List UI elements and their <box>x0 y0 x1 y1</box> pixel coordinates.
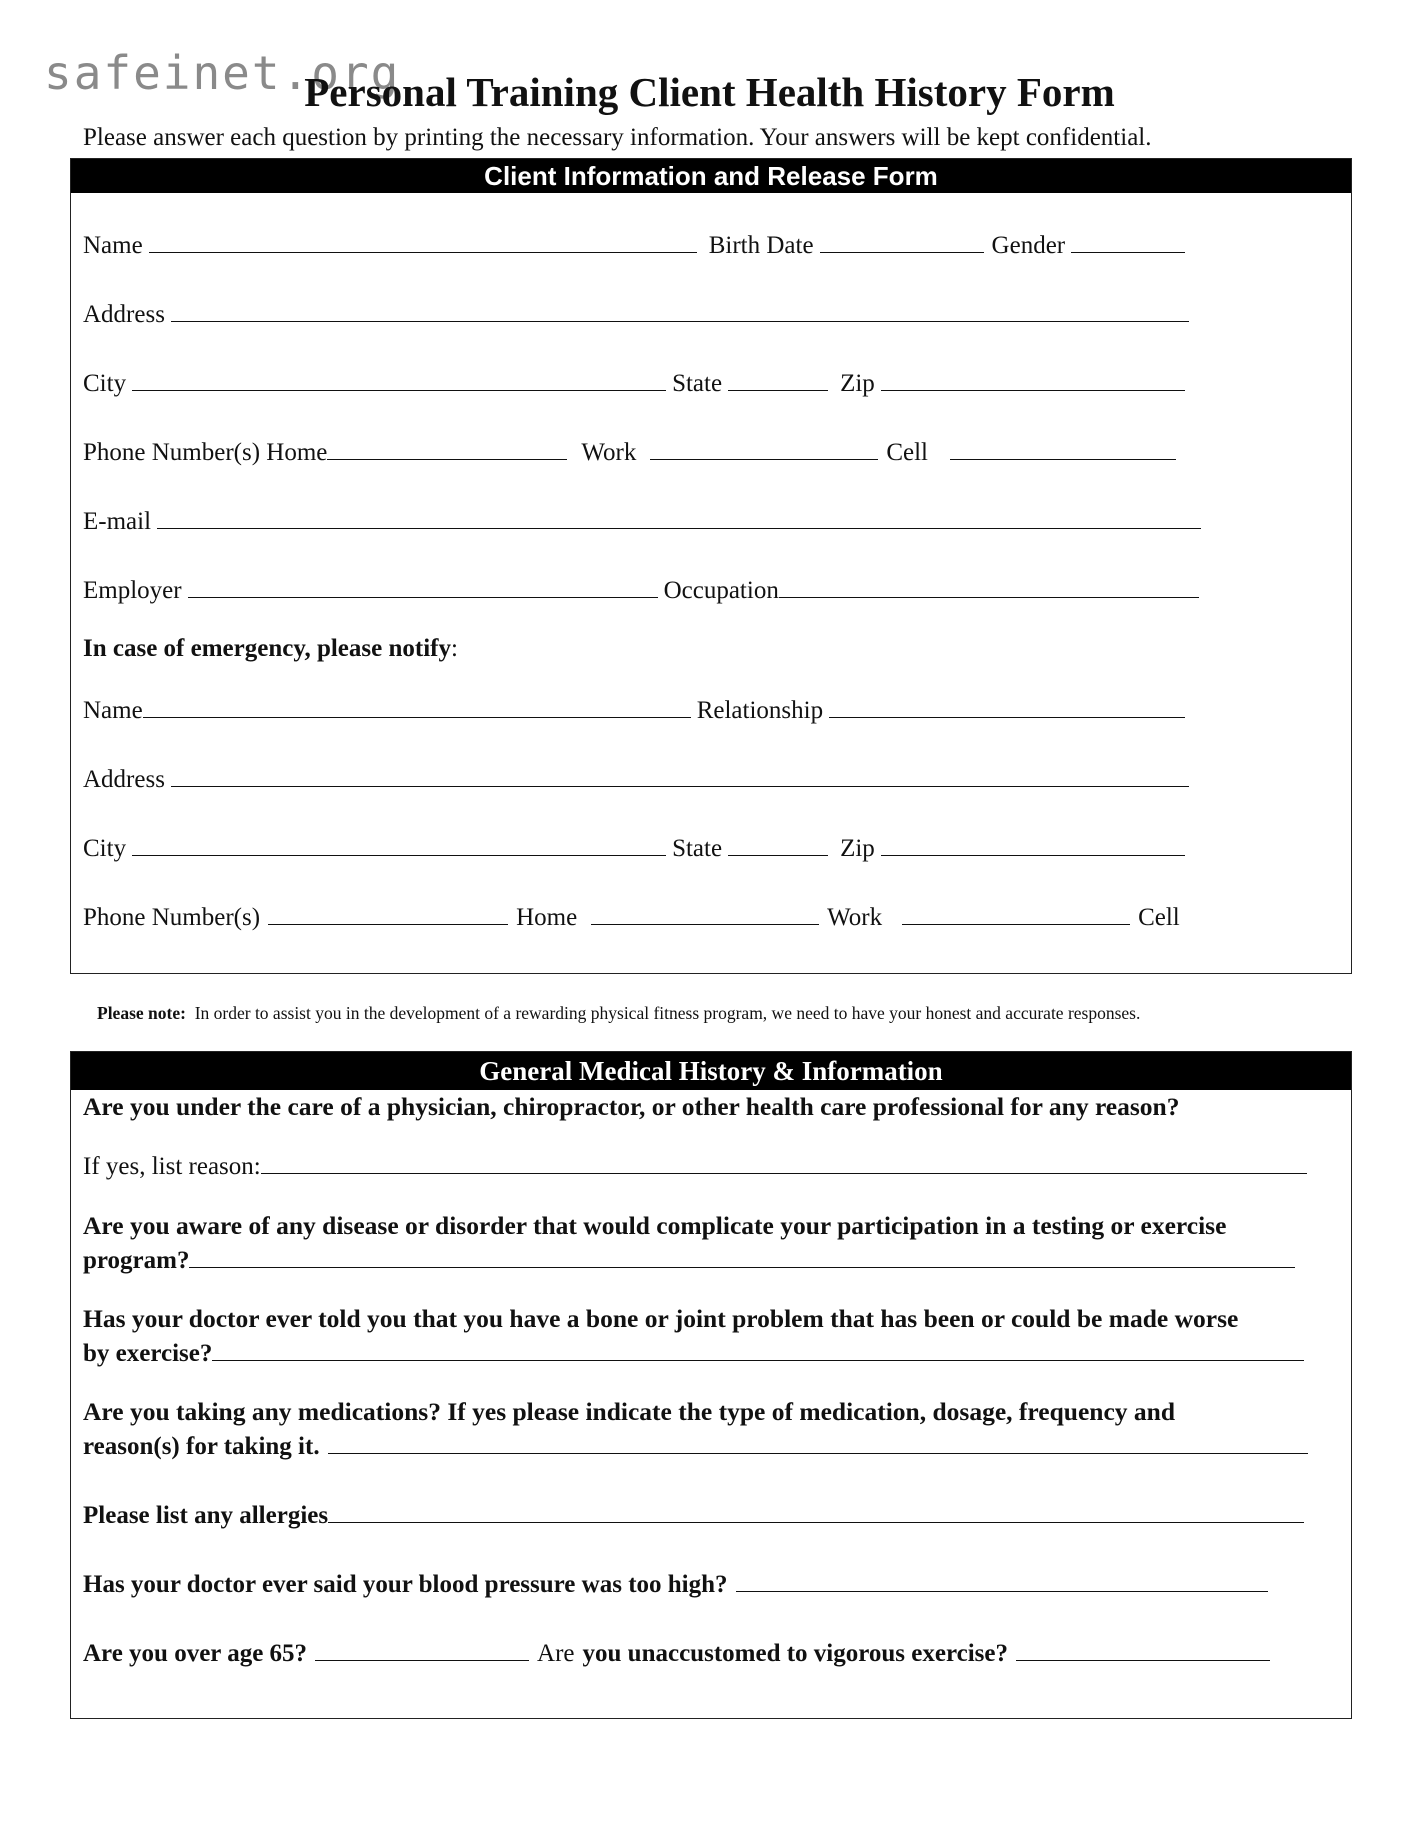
emergency-work-label: Work <box>827 904 883 931</box>
phone-work-label: Work <box>581 439 637 466</box>
bone-joint-label: by exercise? <box>83 1340 213 1367</box>
blood-pressure-row <box>83 1569 1268 1599</box>
phone-work-field[interactable] <box>650 437 878 460</box>
emergency-state-label: State <box>672 835 723 862</box>
relationship-label: Relationship <box>696 697 824 724</box>
name-field[interactable] <box>149 230 697 253</box>
phone-cell-field[interactable] <box>950 437 1176 460</box>
phone-home-label: Phone Number(s) Home <box>83 439 328 466</box>
address-field[interactable] <box>171 299 1189 322</box>
phone-row <box>83 437 1176 467</box>
watermark: safeinet.org <box>44 46 401 100</box>
city-row <box>83 368 1185 398</box>
reason-field[interactable] <box>261 1151 1307 1174</box>
emergency-address-field[interactable] <box>171 764 1189 787</box>
state-field[interactable] <box>728 368 828 391</box>
zip-field[interactable] <box>881 368 1185 391</box>
exercise-prefix: Are <box>537 1640 575 1667</box>
address-row <box>83 299 1189 329</box>
question-physician-care: Are you under the care of a physician, chiropractor, or other health care professional for any reason? <box>83 1092 1180 1121</box>
emergency-city-label: City <box>83 835 127 862</box>
emergency-city-field[interactable] <box>132 833 666 856</box>
reason-label: If yes, list reason: <box>83 1153 261 1180</box>
question-bone-joint: Has your doctor ever told you that you have a bone or joint problem that has been or could be made worse <box>83 1304 1239 1333</box>
emergency-phone-row <box>83 902 1180 932</box>
emergency-phone-field-1[interactable] <box>268 902 508 925</box>
emergency-cell-label: Cell <box>1138 904 1180 931</box>
birth-date-field[interactable] <box>820 230 984 253</box>
emergency-name-row <box>83 695 1185 725</box>
email-label: E-mail <box>83 508 152 535</box>
emergency-home-label: Home <box>516 904 578 931</box>
emergency-name-label: Name <box>83 697 143 724</box>
vigorous-exercise-label: you unaccustomed to vigorous exercise? <box>582 1640 1008 1667</box>
bone-joint-answer-row <box>83 1338 1304 1368</box>
employer-row <box>83 575 1199 605</box>
emergency-phone-field-2[interactable] <box>591 902 819 925</box>
birth-date-label: Birth Date <box>708 232 814 259</box>
zip-label: Zip <box>840 370 875 397</box>
emergency-phone-field-3[interactable] <box>902 902 1130 925</box>
disease-label: program? <box>83 1247 190 1274</box>
emergency-name-field[interactable] <box>143 695 691 718</box>
relationship-field[interactable] <box>829 695 1185 718</box>
gender-label: Gender <box>991 232 1066 259</box>
client-section-header: Client Information and Release Form <box>71 159 1351 193</box>
allergies-label: Please list any allergies <box>83 1502 329 1529</box>
name-row <box>83 230 1185 260</box>
occupation-field[interactable] <box>779 575 1199 598</box>
medications-answer-row <box>83 1431 1308 1461</box>
allergies-field[interactable] <box>328 1500 1304 1523</box>
emergency-address-label: Address <box>83 766 165 793</box>
age-65-label: Are you over age 65? <box>83 1640 308 1667</box>
gender-field[interactable] <box>1071 230 1185 253</box>
medical-section-header: General Medical History & Information <box>71 1052 1351 1090</box>
blood-pressure-field[interactable] <box>736 1569 1268 1592</box>
employer-field[interactable] <box>188 575 658 598</box>
medications-label: reason(s) for taking it. <box>83 1433 320 1460</box>
email-row <box>83 506 1201 536</box>
occupation-label: Occupation <box>663 577 779 604</box>
email-field[interactable] <box>157 506 1201 529</box>
disease-field[interactable] <box>189 1245 1295 1268</box>
question-disease: Are you aware of any disease or disorder that would complicate your participation in a testing or exercise <box>83 1211 1227 1240</box>
blood-pressure-label: Has your doctor ever said your blood pressure was too high? <box>83 1571 728 1598</box>
page-title: Personal Training Client Health History Form <box>304 69 1115 115</box>
emergency-address-row <box>83 764 1189 794</box>
phone-home-field[interactable] <box>327 437 567 460</box>
emergency-heading: In case of emergency, please notify <box>83 635 451 662</box>
emergency-phone-label: Phone Number(s) <box>83 904 261 931</box>
vigorous-exercise-field[interactable] <box>1016 1638 1270 1661</box>
employer-label: Employer <box>83 577 182 604</box>
name-label: Name <box>83 232 143 259</box>
phone-cell-label: Cell <box>886 439 928 466</box>
emergency-heading-row <box>83 635 458 663</box>
form-instructions: Please answer each question by printing the necessary information. Your answers will be kept confidential. <box>83 124 1152 151</box>
state-label: State <box>672 370 723 397</box>
emergency-zip-field[interactable] <box>881 833 1185 856</box>
question-medications: Are you taking any medications? If yes please indicate the type of medication, dosage, frequency and <box>83 1397 1176 1426</box>
emergency-colon: : <box>450 635 458 662</box>
city-label: City <box>83 370 127 397</box>
please-note <box>97 1003 1140 1024</box>
age-65-field[interactable] <box>315 1638 529 1661</box>
reason-row <box>83 1151 1307 1181</box>
note-label: Please note: <box>97 1003 186 1023</box>
address-label: Address <box>83 301 165 328</box>
note-text: In order to assist you in the development of a rewarding physical fitness program, we need to have your honest and accurate responses. <box>194 1003 1141 1023</box>
allergies-row <box>83 1500 1304 1530</box>
emergency-zip-label: Zip <box>840 835 875 862</box>
age-exercise-row <box>83 1638 1270 1668</box>
emergency-state-field[interactable] <box>728 833 828 856</box>
disease-answer-row <box>83 1245 1295 1275</box>
emergency-city-row <box>83 833 1185 863</box>
bone-joint-field[interactable] <box>212 1338 1304 1361</box>
medications-field[interactable] <box>328 1431 1308 1454</box>
city-field[interactable] <box>132 368 666 391</box>
